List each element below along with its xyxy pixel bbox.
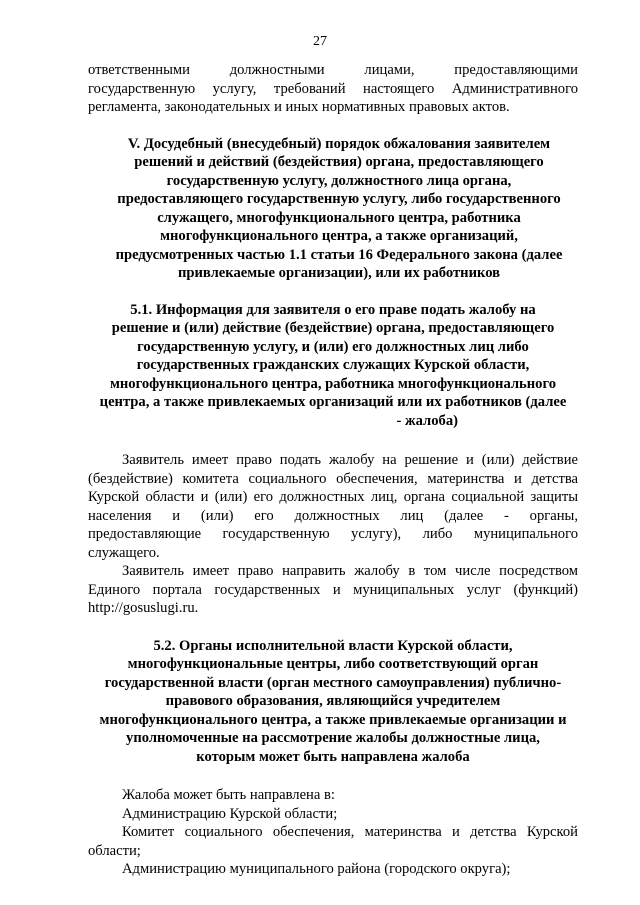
subsection-heading — [88, 301, 578, 431]
text-line: государственную услугу, требований настоящего Административного — [88, 80, 578, 97]
heading-line: предоставляющего государственную услугу, либо государственного — [117, 191, 561, 207]
text-line: Заявитель имеет право направить жалобу в том числе посредством — [122, 563, 578, 579]
heading-line: предусмотренных частью 1.1 статьи 16 Федерального закона (далее — [115, 246, 563, 263]
heading-line: государственных гражданских служащих Курской области, — [136, 357, 530, 373]
list-item: Администрацию муниципального района (городского округа); — [122, 861, 511, 877]
text-line: служащего. — [88, 544, 160, 561]
heading-line: решений и действий (бездействия) органа, предоставляющего — [134, 154, 544, 170]
heading-line: правового образования, являющийся учредителем — [165, 693, 501, 709]
text-line: http://gosuslugi.ru. — [88, 600, 199, 616]
heading-line: привлекаемые организации), или их работников — [177, 265, 501, 281]
heading-line: государственную услугу, должностного лица органа, — [166, 172, 512, 189]
heading-line: многофункционального центра, а также организаций, — [160, 228, 518, 244]
text-line: Единого портала государственных и муниципальных услуг (функций) — [88, 581, 578, 598]
text-line: (бездействие) комитета социального обеспечения, материнства и детства — [88, 470, 578, 487]
heading-line: уполномоченные на рассмотрение жалобы должностные лица, — [126, 730, 540, 746]
text-line: населения и (или) его должностных лиц (далее - органы, — [88, 507, 578, 524]
page-number: 27 — [313, 34, 327, 49]
body-paragraph — [88, 562, 578, 618]
list-item-continuation: области; — [88, 842, 141, 859]
list-item: Администрацию Курской области; — [122, 805, 338, 822]
list-item: Комитет социального обеспечения, материнства и детства Курской — [122, 824, 578, 840]
recipients-list — [88, 786, 578, 879]
text-line: регламента, законодательных и иных нормативных правовых актов. — [88, 99, 510, 115]
list-intro: Жалоба может быть направлена в: — [122, 787, 335, 803]
heading-line: многофункционального центра, работника многофункционального — [109, 375, 557, 392]
heading-line: служащего, многофункционального центра, работника — [157, 209, 521, 226]
heading-line: - жалоба) — [396, 412, 458, 429]
heading-line: государственную услугу, и (или) его должностных лиц либо — [137, 338, 529, 355]
document-body — [88, 61, 578, 879]
heading-line: 5.1. Информация для заявителя о его праве подать жалобу на — [130, 301, 536, 318]
text-line: Заявитель имеет право подать жалобу на решение и (или) действие — [122, 452, 578, 468]
heading-line: государственной власти (орган местного самоуправления) публично- — [104, 674, 562, 691]
subsection-heading — [88, 637, 578, 767]
text-line: ответственными должностными лицами, предоставляющими — [88, 62, 578, 78]
body-paragraph — [88, 451, 578, 562]
heading-line: V. Досудебный (внесудебный) порядок обжалования заявителем — [127, 135, 551, 152]
heading-line: которым может быть направлена жалоба — [196, 748, 470, 765]
heading-line: решение и (или) действие (бездействие) органа, предоставляющего — [111, 320, 555, 336]
heading-line: 5.2. Органы исполнительной власти Курской области, — [153, 637, 513, 654]
intro-paragraph — [88, 61, 578, 117]
text-line: Курской области и (или) его должностных лиц, органа социальной защиты — [88, 489, 578, 505]
text-line: предоставляющие государственную услугу), либо муниципального — [88, 526, 578, 542]
heading-line: многофункциональные центры, либо соответствующий орган — [127, 656, 539, 672]
heading-line: центра, а также привлекаемых организаций или их работников (далее — [99, 394, 567, 410]
section-heading — [88, 135, 578, 283]
heading-line: многофункционального центра, а также привлекаемые организации и — [99, 711, 567, 728]
